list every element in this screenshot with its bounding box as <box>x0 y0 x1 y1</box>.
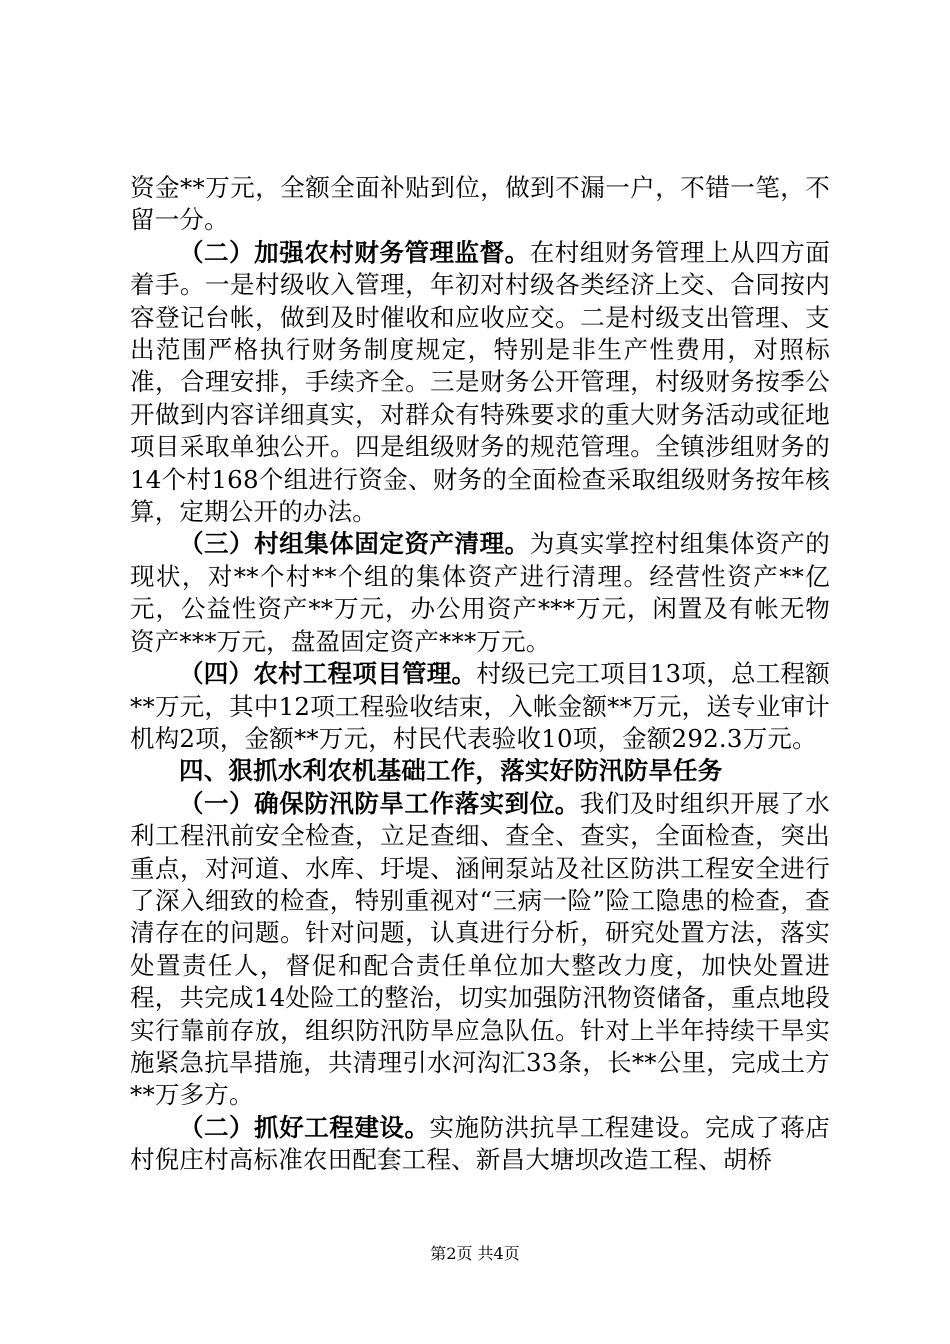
paragraph-text: 为真实掌控村组集体资产的现状，对**个村**个组的集体资产进行清理。经营性资产**亿元，公益性资产**万元，办公用资产***万元，闲置及有帐无物资产***万元，盘盈固定资产***万元。 <box>130 529 830 656</box>
paragraph-project-management <box>130 658 830 755</box>
page-footer <box>0 1244 950 1264</box>
paragraph-lead: （四）农村工程项目管理。 <box>179 659 477 689</box>
paragraph-text: 我们及时组织开展了水利工程汛前安全检查，立足查细、查全、查实，全面检查，突出重点，对河道、水库、圩堤、涵闸泵站及社区防洪工程安全进行了深入细致的检查，特别重视对“三病一险”险工隐患的检查，查清存在的问题。针对问题，认真进行分析，研究处置方法，落实处置责任人，督促和配合责任单位加大整改力度，加快处置进程，共完成14处险工的整治，切实加强防汛物资储备，重点地段实行靠前存放，组织防汛防旱应急队伍。针对上半年持续干旱实施紧急抗旱措施，共清理引水河沟汇33条，长**公里，完成土方**万多方。 <box>130 788 830 1110</box>
paragraph-text: 在村组财务管理上从四方面着手。一是村级收入管理，年初对村级各类经济上交、合同按内容登记台帐，做到及时催收和应收应交。二是村级支出管理、支出范围严格执行财务制度规定，特别是非生产性费用，对照标准，合理安排，手续齐全。三是财务公开管理，村级财务按季公开做到内容详细真实，对群众有特殊要求的重大财务活动或征地项目采取单独公开。四是组级财务的规范管理。全镇涉组财务的14个村168个组进行资金、财务的全面检查采取组级财务按年核算，定期公开的办法。 <box>130 237 830 527</box>
document-body <box>130 172 830 1177</box>
paragraph-lead: （二）加强农村财务管理监督。 <box>179 237 530 267</box>
paragraph-engineering <box>130 1112 830 1177</box>
paragraph-text: 实施防洪抗旱工程建设。完成了蒋店村倪庄村高标准农田配套工程、新昌大塘坝改造工程、胡桥 <box>130 1112 831 1175</box>
paragraph-asset-cleanup <box>130 528 830 658</box>
paragraph-text: 村级已完工项目13项，总工程额**万元，其中12项工程验收结束，入帐金额**万元，送专业审计机构2项，金额**万元，村民代表验收10项，金额292.3万元。 <box>130 659 830 753</box>
paragraph-lead: （一）确保防汛防旱工作落实到位。 <box>179 788 580 818</box>
paragraph-subsidy-continuation: 资金**万元，全额全面补贴到位，做到不漏一户，不错一笔，不留一分。 <box>130 173 830 235</box>
paragraph-finance-supervision <box>130 237 830 529</box>
section-heading: 四、狠抓水利农机基础工作，落实好防汛防旱任务 <box>179 756 723 786</box>
paragraph-lead: （三）村组集体固定资产清理。 <box>179 529 530 559</box>
page-number: 第2页 共4页 <box>430 1244 520 1263</box>
paragraph-flood-control <box>130 788 830 1112</box>
paragraph-lead: （二）抓好工程建设。 <box>179 1112 430 1142</box>
